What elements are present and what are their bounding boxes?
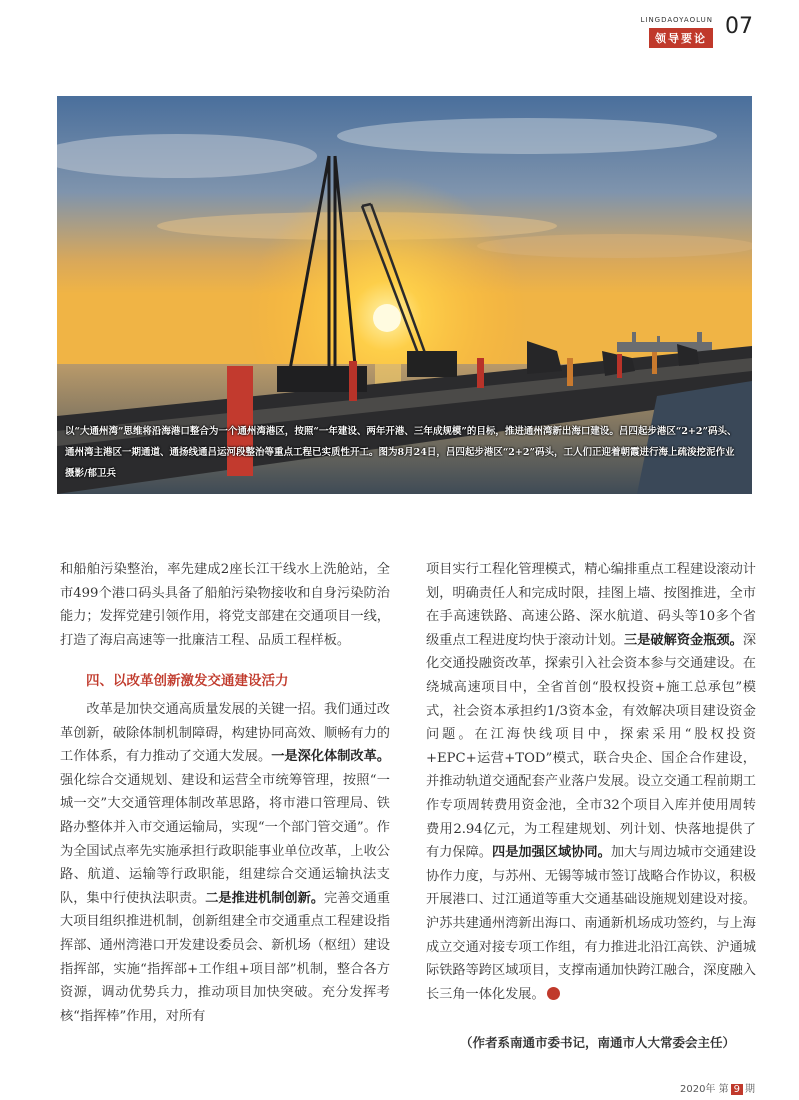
emphasis-heading: 四是加强区域协同。 [492, 845, 611, 861]
paragraph [426, 558, 756, 1006]
header-pinyin: LINGDAOYAOLUN [640, 16, 713, 24]
end-of-article-icon [547, 987, 560, 1000]
page-footer [680, 1080, 755, 1095]
paragraph-text: 加大与周边城市交通建设协作力度，与苏州、无锡等城市签订战略合作协议，积极开展港口、过江通道等重大交通基础设施规划建设对接。沪苏共建通州湾新出海口、南通新机场成功签约，与上海成立交通对接专项工作组，有力推进北沿江高铁、沪通城际铁路等跨区域项目，支撑南通加快跨江融合，深度融入长三角一体化发展。 [426, 845, 757, 1002]
emphasis-heading: 三是破解资金瓶颈。 [624, 632, 743, 648]
paragraph [60, 698, 390, 1028]
emphasis-heading: 二是推进机制创新。 [205, 890, 325, 906]
feature-photo [57, 96, 752, 494]
paragraph: 和船舶污染整治，率先建成2座长江干线水上洗舱站，全市499个港口码头具备了船舶污染物接收和自身污染防治能力；发挥党建引领作用，将党支部建在交通项目一线，打造了海启高速等一批廉洁工程、品质工程样板。 [60, 562, 390, 648]
photo-caption: 以“大通州湾”思维将沿海港口整合为一个通州湾港区，按照“一年建设、两年开港、三年成规模”的目标，推进通州湾新出海口建设。吕四起步港区“2+2”码头、通州湾主港区一期通道、通扬线通吕运河段整治等重点工程已实质性开工。图为8月24日，吕四起步港区“2+2”码头，工人们正迎着朝霞进行海上疏浚挖泥作业 摄影/郁卫兵 [65, 426, 737, 479]
right-text-column [426, 558, 756, 1006]
paragraph-text: 强化综合交通规划、建设和运营全市统筹管理，按照“一城一交”大交通管理体制改革思路，将市港口管理局、铁路办整体并入市交通运输局，实现“一个部门管交通”。作为全国试点率先实施承担行政职能事业单位改革，上收公路、航道、运输等行政职能，组建综合交通运输执法支队，集中行使执法职责。 [60, 772, 390, 906]
left-text-column [60, 558, 390, 1028]
footer-year: 2020年 [679, 1084, 716, 1095]
author-note: （作者系南通市委书记，南通市人大常委会主任） [460, 1035, 736, 1050]
header-page-number: 07 [725, 14, 753, 39]
footer-issue-prefix: 第 [718, 1084, 729, 1095]
emphasis-heading: 一是深化体制改革。 [271, 749, 391, 765]
section-heading: 四、以改革创新激发交通建设活力 [86, 673, 289, 690]
footer-issue-number: 9 [731, 1084, 743, 1095]
paragraph-text: 改革是加快交通高质量发展的关键一招。我们通过改革创新，破除体制机制障碍，构建协同高效、顺畅有力的工作体系，有力推动了交通大发展。 [60, 701, 390, 765]
sun-icon [373, 304, 401, 332]
header-section-label: 领导要论 [649, 28, 713, 48]
paragraph-text: 项目实行工程化管理模式，精心编排重点工程建设滚动计划，明确责任人和完成时限，挂图上墙、按图推进，全市在手高速铁路、高速公路、深水航道、码头等10多个省级重点工程进度均快于滚动计划。 [426, 562, 756, 648]
paragraph-text: 深化交通投融资改革，探索引入社会资本参与交通建设。在绕城高速项目中，全省首创“股权投资+施工总承包”模式，社会资本承担约1/3资本金，有效解决项目建设资金问题。在江海快线项目中，探索采用“股权投资+EPC+运营+TOD”模式，联合央企、国企合作建设，并推动轨道交通配套产业落户发展。设立交通工程前期工作专项周转费用资金池，全市32个项目入库并使用周转费用2.94亿元，为工程建规划、列计划、快落地提供了有力保障。 [426, 632, 757, 861]
paragraph-text: 完善交通重大项目组织推进机制，创新组建全市交通重点工程建设指挥部、通州湾港口开发建设委员会、新机场（枢纽）建设指挥部，实施“指挥部+工作组+项目部”机制，整合各方资源，调动优势兵力，推动项目加快突破。充分发挥考核“指挥棒”作用，对所有 [60, 890, 391, 1024]
page-header [613, 12, 753, 52]
footer-issue-suffix: 期 [745, 1084, 755, 1095]
